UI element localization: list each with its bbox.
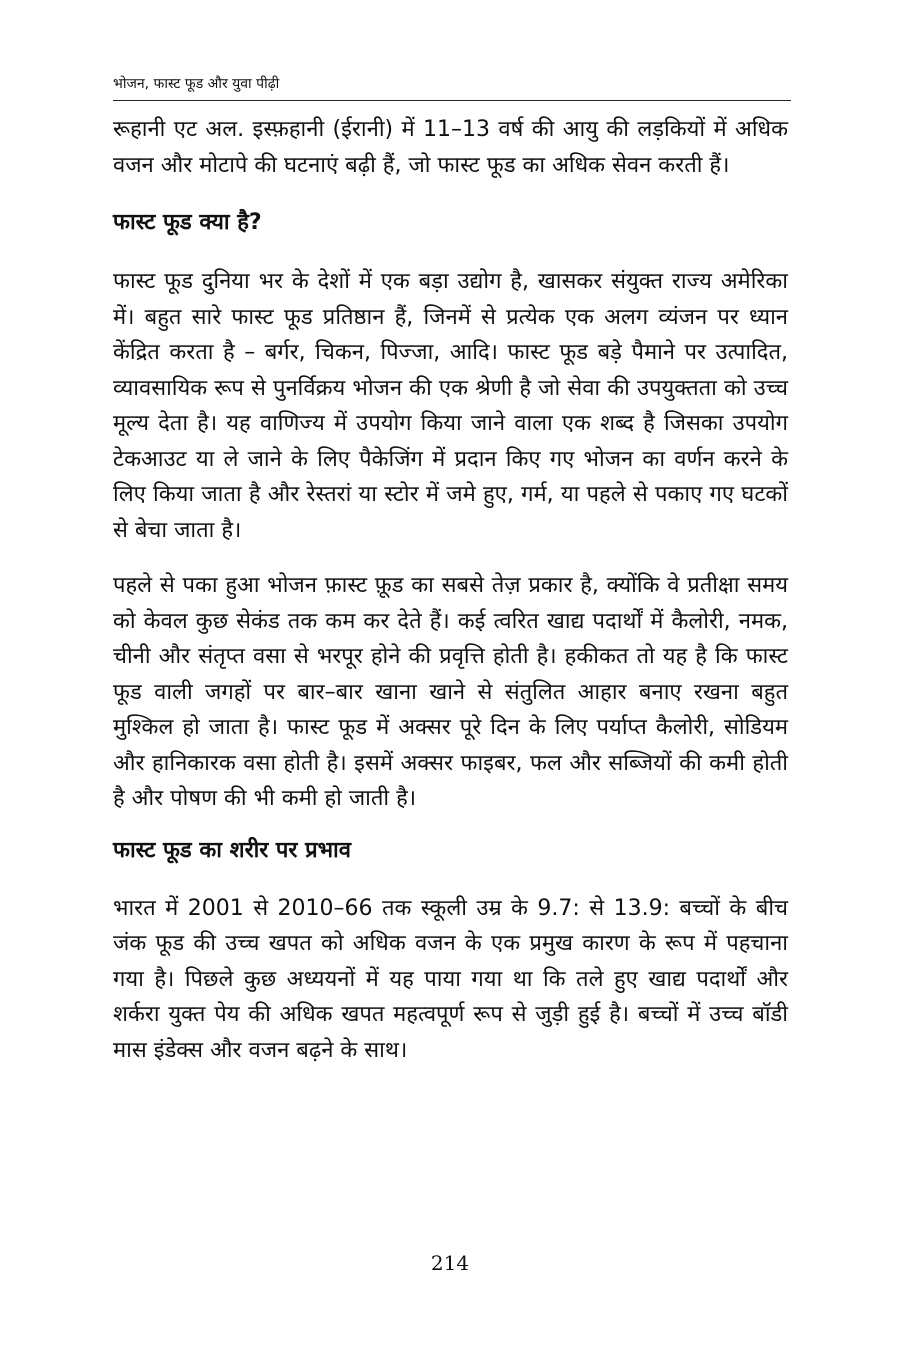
paragraph-definition: फास्ट फूड दुनिया भर के देशों में एक बड़ा उद्योग है, खासकर संयुक्त राज्य अमेरिका में। बहुत सारे फास्ट फूड प्रतिष्ठान हैं, जिनमें से प्रत्येक एक अलग व्यंजन पर ध्यान केंद्रित करता है – बर्गर, चिकन, पिज्जा, आदि। फास्ट फूड बड़े पैमाने पर उत्पादित, व्यावसायिक रूप से पुनर्विक्रय भोजन की एक श्रेणी है जो सेवा की उपयुक्तता को उच्च मूल्य देता है। यह वाणिज्य में उपयोग किया जाने वाला एक शब्द है जिसका उपयोग टेकआउट या ले जाने के लिए पैकेजिंग में प्रदान किए गए भोजन का वर्णन करने के लिए किया जाता है और रेस्तरां या स्टोर में जमे हुए, गर्म, या पहले से पकाए गए घटकों से बेचा जाता है। xyxy=(113,269,788,543)
header-divider xyxy=(113,100,791,101)
section-heading-effects-on-body: फास्ट फूड का शरीर पर प्रभाव xyxy=(113,837,351,863)
section-heading-what-is-fast-food: फास्ट फूड क्या है? xyxy=(113,210,262,235)
paragraph-precooked-food: पहले से पका हुआ भोजन फ़ास्ट फ़ूड का सबसे तेज़ प्रकार है, क्योंकि वे प्रतीक्षा समय को केवल कुछ सेकंड तक कम कर देते हैं। कई त्वरित खाद्य पदार्थों में कैलोरी, नमक, चीनी और संतृप्त वसा से भरपूर होने की प्रवृत्ति होती है। हकीकत तो यह है कि फास्ट फूड वाली जगहों पर बार–बार खाना खाने से संतुलित आहार बनाए रखना बहुत मुश्किल हो जाता है। फास्ट फूड में अक्सर पूरे दिन के लिए पर्याप्त कैलोरी, सोडियम और हानिकारक वसा होती है। इसमें अक्सर फाइबर, फल और सब्जियों की कमी होती है और पोषण की भी कमी हो जाती है। xyxy=(113,573,788,811)
running-header: भोजन, फास्ट फूड और युवा पीढ़ी xyxy=(113,76,280,92)
page-body xyxy=(113,112,788,1068)
paragraph-intro: रूहानी एट अल. इस्फ़हानी (ईरानी) में 11–13 वर्ष की आयु की लड़कियों में अधिक वजन और मोटापे की घटनाएं बढ़ी हैं, जो फास्ट फूड का अधिक सेवन करती हैं। xyxy=(113,117,788,178)
page-number: 214 xyxy=(430,1251,470,1275)
paragraph-india-study: भारत में 2001 से 2010–66 तक स्कूली उम्र के 9.7: से 13.9: बच्चों के बीच जंक फूड की उच्च खपत को अधिक वजन के एक प्रमुख कारण के रूप में पहचाना गया है। पिछले कुछ अध्ययनों में यह पाया गया था कि तले हुए खाद्य पदार्थों और शर्करा युक्त पेय की अधिक खपत महत्वपूर्ण रूप से जुड़ी हुई है। बच्चों में उच्च बॉडी मास इंडेक्स और वजन बढ़ने के साथ। xyxy=(113,895,788,1063)
